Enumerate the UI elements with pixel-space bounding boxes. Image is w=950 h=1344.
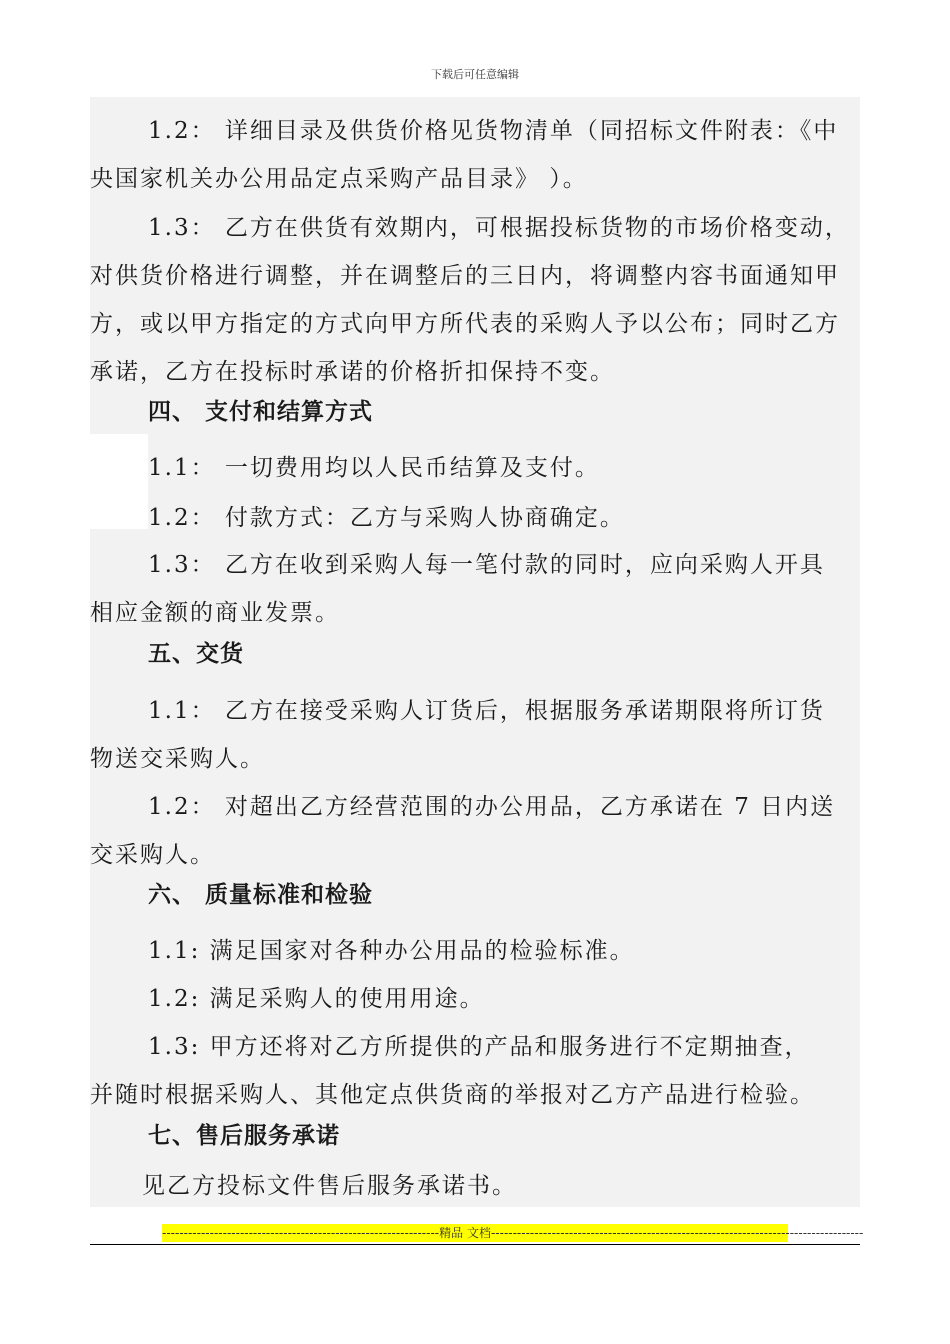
footer-label: 精品 文档 [439, 1226, 491, 1240]
section-heading-quality: 六、 质量标准和检验 [148, 882, 374, 908]
footer-dashes-left: ---------------------------------------------------------------- [162, 1226, 440, 1240]
paragraph-5-1-1: 1.1： 乙方在接受采购人订货后，根据服务承诺期限将所订货 物送交采购人。 [90, 698, 825, 772]
paragraph-1-3-price-adjust: 1.3： 乙方在供货有效期内，可根据投标货物的市场价格变动， 对供货价格进行调整，并在调整后的三日内，将调整内容书面通知甲 方，或以甲方指定的方式向甲方所代表的采购人予以公布；同时乙方 承诺，乙方在投标时承诺的价格折扣保持不变。 [90, 215, 850, 385]
paragraph-6-1-1: 1.1: 满足国家对各种办公用品的检验标准。 [148, 938, 635, 964]
paragraph-6-1-2: 1.2: 满足采购人的使用用途。 [148, 986, 485, 1012]
footer-divider [90, 1244, 860, 1245]
paragraph-1-2-catalog: 1.2： 详细目录及供货价格见货物清单（同招标文件附表：《中 央国家机关办公用品定点采购产品目录》 ）。 [90, 118, 839, 192]
document-body [90, 97, 860, 1207]
paragraph-4-1-1: 1.1： 一切费用均以人民币结算及支付。 [148, 455, 600, 481]
paragraph-7: 见乙方投标文件售后服务承诺书。 [142, 1173, 517, 1199]
section-heading-payment: 四、 支付和结算方式 [148, 399, 374, 425]
paragraph-4-1-3: 1.3： 乙方在收到采购人每一笔付款的同时，应向采购人开具 相应金额的商业发票。 [90, 552, 825, 626]
paragraph-6-1-3: 1.3: 甲方还将对乙方所提供的产品和服务进行不定期抽查， 并随时根据采购人、其他定点供货商的举报对乙方产品进行检验。 [90, 1034, 815, 1108]
footer-dashes-right: -------------------------------------------------------------------------------------- [490, 1226, 864, 1240]
section-heading-delivery: 五、交货 [148, 641, 244, 667]
paragraph-5-1-2: 1.2： 对超出乙方经营范围的办公用品，乙方承诺在 7 日内送 交采购人。 [90, 794, 836, 868]
paragraph-4-1-2: 1.2： 付款方式：乙方与采购人协商确定。 [148, 505, 625, 531]
section-heading-after-sales: 七、售后服务承诺 [148, 1123, 340, 1149]
footer-banner [162, 1224, 864, 1242]
page-header-note: 下载后可任意编辑 [431, 68, 519, 81]
